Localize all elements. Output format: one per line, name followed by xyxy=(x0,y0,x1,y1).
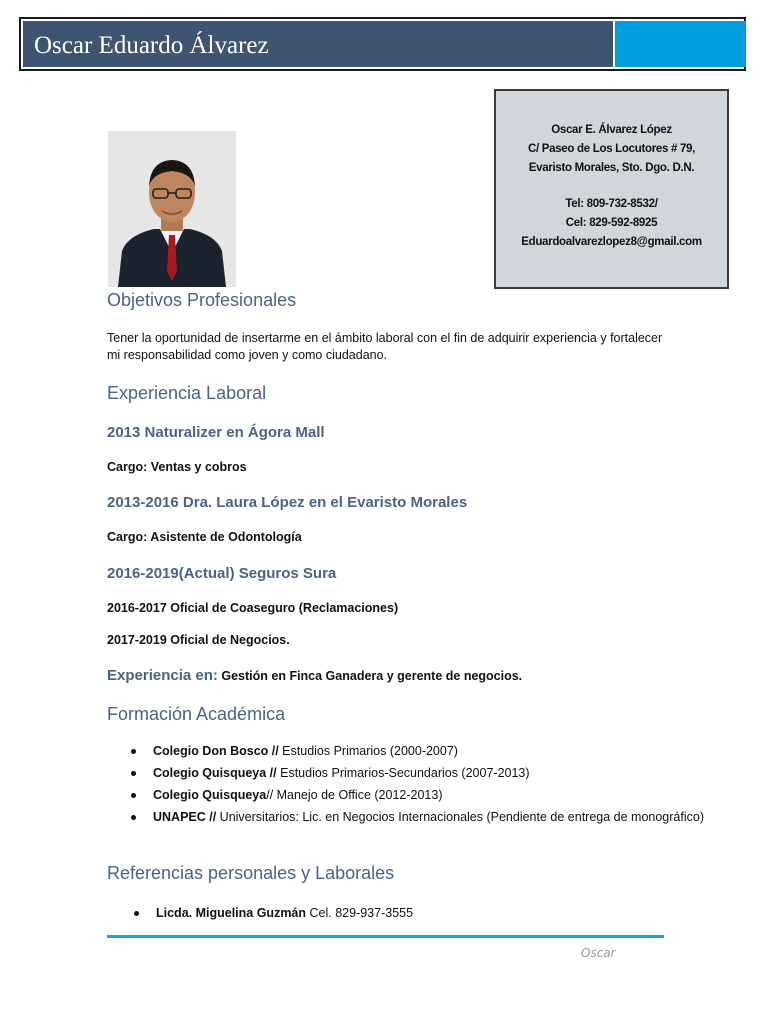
list-item xyxy=(153,809,713,826)
list-item xyxy=(153,743,713,760)
contact-address-line2: Evaristo Morales, Sto. Dgo. D.N. xyxy=(528,162,695,174)
school-detail: // Manejo de Office (2012-2013) xyxy=(266,788,443,802)
list-item xyxy=(153,765,713,782)
contact-name: Oscar E. Álvarez López xyxy=(551,124,672,136)
expertise-text: Gestión en Finca Ganadera y gerente de negocios. xyxy=(221,669,523,683)
job1-title: 2013 Naturalizer en Ágora Mall xyxy=(107,424,325,441)
header-name: Oscar Eduardo Álvarez xyxy=(34,32,269,59)
referencias-list xyxy=(107,905,716,927)
job3-role1: 2016-2017 Oficial de Coaseguro (Reclamaciones) xyxy=(107,601,399,615)
expertise-label: Experiencia en: xyxy=(107,667,218,684)
footer-rule xyxy=(107,935,664,938)
contact-box xyxy=(494,89,729,289)
list-item xyxy=(156,905,716,922)
formacion-heading: Formación Académica xyxy=(107,704,286,724)
contact-cel: Cel: 829-592-8925 xyxy=(565,217,658,229)
school-name: Colegio Don Bosco // xyxy=(153,744,279,758)
job3-role2: 2017-2019 Oficial de Negocios. xyxy=(107,633,290,647)
referencias-heading: Referencias personales y Laborales xyxy=(107,863,395,883)
header-blue-block xyxy=(615,21,746,67)
contact-address-line1: C/ Paseo de Los Locutores # 79, xyxy=(527,143,696,155)
formacion-list xyxy=(107,743,713,831)
experiencia-heading: Experiencia Laboral xyxy=(107,383,267,403)
job3-title: 2016-2019(Actual) Seguros Sura xyxy=(107,565,337,582)
job2-title: 2013-2016 Dra. Laura López en el Evaristo Morales xyxy=(107,494,468,511)
school-detail: Estudios Primarios (2000-2007) xyxy=(278,744,458,758)
profile-photo xyxy=(108,131,236,287)
reference-detail: Cel. 829-937-3555 xyxy=(306,906,414,920)
expertise-line xyxy=(107,667,522,684)
portrait-image xyxy=(108,131,236,287)
job2-role: Cargo: Asistente de Odontología xyxy=(107,530,302,544)
list-item xyxy=(153,787,713,804)
school-name: Colegio Quisqueya // xyxy=(153,766,277,780)
school-name: Colegio Quisqueya xyxy=(153,788,267,802)
objetivos-heading: Objetivos Profesionales xyxy=(107,290,297,310)
header-dark-bar xyxy=(23,21,613,67)
school-detail: Estudios Primarios-Secundarios (2007-2013) xyxy=(276,766,530,780)
footer-name: Oscar xyxy=(581,946,616,960)
objetivos-text: Tener la oportunidad de insertarme en el ámbito laboral con el fin de adquirir experiencia y fortalecer mi responsabilidad como joven y como ciudadano. xyxy=(107,331,663,362)
school-detail: Universitarios: Lic. en Negocios Internacionales (Pendiente de entrega de monográfico) xyxy=(216,810,704,824)
header-banner xyxy=(19,17,746,71)
contact-tel: Tel: 809-732-8532/ xyxy=(565,198,658,210)
reference-name: Licda. Miguelina Guzmán xyxy=(156,906,307,920)
job1-role: Cargo: Ventas y cobros xyxy=(107,460,247,474)
school-name: UNAPEC // xyxy=(153,810,217,824)
contact-email: Eduardoalvarezlopez8@gmail.com xyxy=(521,236,702,248)
